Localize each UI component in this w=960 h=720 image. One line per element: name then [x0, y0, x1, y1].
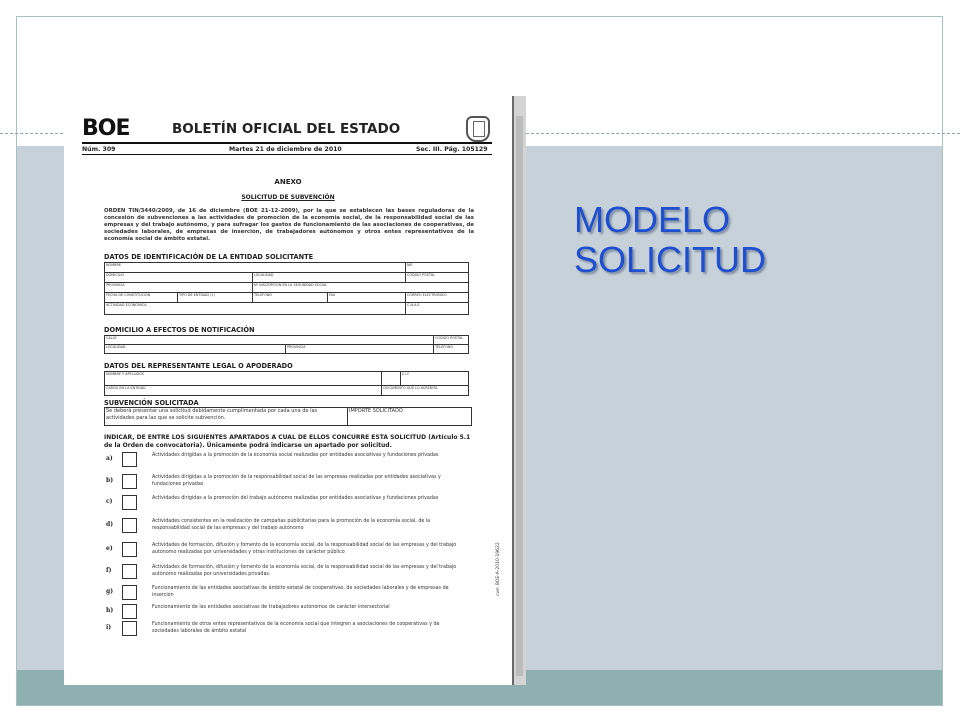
option-checkbox[interactable]	[122, 621, 137, 636]
option-letter: b)	[106, 477, 114, 484]
field-telefono[interactable]: TELEFONO	[253, 293, 328, 303]
field-rep-nombre[interactable]: NOMBRE Y APELLIDOS	[105, 372, 382, 386]
option-letter: a)	[106, 455, 113, 462]
slide-title-line-1: MODELO	[574, 199, 731, 240]
option-checkbox[interactable]	[122, 542, 137, 557]
option-letter: d)	[106, 521, 114, 528]
header-subrule	[82, 154, 492, 155]
field-calle[interactable]: CALLE	[105, 336, 434, 345]
field-actividad[interactable]: ACTIVIDAD ECONOMICA	[105, 303, 406, 315]
coat-of-arms-icon	[466, 116, 490, 142]
field-provincia[interactable]: PROVINCIA	[105, 283, 253, 293]
subvencion-instruction: Se deberá presentar una solicitud debidamente cumplimentada por cada una de las actividades para las que se solicite subvención.	[105, 408, 348, 426]
field-domicilio-localidad[interactable]: LOCALIDAD	[105, 345, 286, 354]
field-localidad[interactable]: LOCALIDAD	[253, 273, 406, 283]
option-letter: c)	[106, 498, 113, 505]
field-inscripcion-ss[interactable]: Nº INSCRIPCION EN LA SEGURIDAD SOCIAL	[253, 283, 469, 293]
field-nombre[interactable]: NOMBRE	[105, 263, 406, 273]
option-letter: g)	[106, 588, 114, 595]
option-text: Actividades dirigidas a la promoción del trabajo autónomo realizadas por entidades asociativas y fundaciones privadas	[152, 496, 439, 501]
field-domicilio-cp[interactable]: CODIGO POSTAL	[434, 336, 469, 345]
annex-title: ANEXO	[274, 178, 302, 186]
field-codigo-postal[interactable]: CODIGO POSTAL	[406, 273, 469, 283]
document-image	[64, 96, 512, 685]
option-c	[106, 495, 466, 515]
scrollbar-track[interactable]	[516, 116, 523, 676]
option-text: Actividades dirigidas a la promoción de la responsabilidad social de las empresas realizadas por entidades asociativas y fundaciones privadas	[152, 475, 441, 487]
field-domicilio-provincia[interactable]: PROVINCIA	[286, 345, 434, 354]
option-text: Funcionamiento de las entidades asociativas de ámbito estatal de cooperativas, de sociedades laborales y de empresas de inserción	[152, 586, 449, 598]
field-tipo-entidad[interactable]: TIPO DE ENTIDAD (1)	[178, 293, 253, 303]
entity-table	[104, 262, 469, 315]
option-i	[106, 621, 466, 641]
section-subvencion-title: SUBVENCIÓN SOLICITADA	[104, 399, 199, 407]
option-letter: i)	[106, 624, 112, 631]
option-text: Actividades consistentes en la realización de campañas publicitarias para la promoción de la economía social, de la responsabilidad social de las empresas y del trabajo autónomo	[152, 519, 431, 531]
field-importe[interactable]: IMPORTE SOLICITADO	[348, 408, 472, 426]
issue-number: Núm. 309	[82, 146, 116, 153]
option-checkbox[interactable]	[122, 604, 137, 619]
field-nif[interactable]: NIF	[406, 263, 469, 273]
option-letter: f)	[106, 567, 112, 574]
option-checkbox[interactable]	[122, 495, 137, 510]
field-correo[interactable]: CORREO ELECTRONICO	[406, 293, 469, 303]
vertical-scrollbar[interactable]	[512, 96, 526, 685]
section-page: Sec. III. Pág. 105129	[416, 146, 488, 153]
field-rep-cif[interactable]: C.I.F.	[400, 372, 468, 386]
option-text: Actividades de formación, difusión y fomento de la economía social, de la responsabilidad social de las empresas y del trabajo autónomo realizadas por universidades privadas.	[152, 565, 457, 577]
option-checkbox[interactable]	[122, 474, 137, 489]
option-b	[106, 474, 466, 494]
issue-date: Martes 21 de diciembre de 2010	[229, 146, 342, 153]
option-g	[106, 585, 466, 605]
field-cnae[interactable]: C.N.A.E.	[406, 303, 469, 315]
option-e	[106, 542, 466, 562]
option-text: Funcionamiento de otros entes representativos de la economía social que integren a asociaciones de cooperativas y de sociedades laborales de ámbito estatal	[152, 622, 440, 634]
slide-title	[574, 200, 766, 280]
cve-code: cve: BOE-A-2010-19622	[496, 542, 501, 596]
section-entity-title: DATOS DE IDENTIFICACIÓN DE LA ENTIDAD SOLICITANTE	[104, 253, 314, 261]
option-text: Actividades de formación, difusión y fomento de la economía social, de la responsabilidad social de las empresas y del trabajo autónomo realizadas por universidades y otras instituciones de carácter público	[152, 543, 457, 555]
option-checkbox[interactable]	[122, 564, 137, 579]
representante-table	[104, 371, 469, 396]
indicar-paragraph: INDICAR, DE ENTRE LOS SIGUIENTES APARTADOS A CUAL DE ELLOS CONCURRE ESTA SOLICITUD (Artículo 5.1 de la Orden de convocatoria). Únicamente podrá indicarse un apartado por solicitud.	[104, 434, 471, 449]
field-domicilio[interactable]: DOMICILIO	[105, 273, 253, 283]
option-checkbox[interactable]	[122, 452, 137, 467]
option-letter: e)	[106, 545, 113, 552]
subvencion-table	[104, 407, 472, 426]
section-representante-title: DATOS DEL REPRESENTANTE LEGAL O APODERADO	[104, 362, 293, 370]
field-domicilio-telefono[interactable]: TELEFONO	[434, 345, 469, 354]
option-f	[106, 564, 466, 584]
header-rule	[82, 142, 492, 144]
option-text: Actividades dirigidas a la promoción de la economía social realizadas por entidades asociativas y fundaciones privadas	[152, 453, 439, 458]
option-letter: h)	[106, 607, 114, 614]
slide-title-line-2: SOLICITUD	[574, 239, 767, 280]
form-subtitle: SOLICITUD DE SUBVENCIÓN	[241, 194, 335, 201]
option-d	[106, 518, 466, 538]
field-rep-cargo[interactable]: CARGO EN LA ENTIDAD	[105, 386, 382, 396]
field-fax[interactable]: FAX	[328, 293, 406, 303]
option-checkbox[interactable]	[122, 585, 137, 600]
boe-logo: BOE	[82, 116, 130, 141]
option-a	[106, 452, 466, 472]
option-text: Funcionamiento de las entidades asociativas de trabajadores autónomos de carácter intersectorial	[152, 605, 390, 610]
field-fecha-constitucion[interactable]: FECHA DE CONSTITUCION	[105, 293, 178, 303]
field-rep-documento[interactable]: DOCUMENTO QUE LO ACREDITA	[382, 386, 469, 396]
intro-paragraph: ORDEN TIN/3440/2009, de 16 de diciembre (BOE 21-12-2009), por la que se establecen las bases reguladoras de la concesión de subvenciones a las actividades de promoción de la economía social, de la responsabilidad social de las empresas y del trabajo autónomo, y para sufragar los gastos de funcionamiento de las asociaciones de cooperativas, de sociedades laborales, de empresas de inserción, de trabajadores autónomos y otros entes representativos de la economía social de ámbito estatal.	[104, 208, 474, 242]
section-domicilio-title: DOMICILIO A EFECTOS DE NOTIFICACIÓN	[104, 326, 255, 334]
option-checkbox[interactable]	[122, 518, 137, 533]
domicilio-table	[104, 335, 469, 354]
boe-header-title: BOLETÍN OFICIAL DEL ESTADO	[172, 121, 401, 137]
